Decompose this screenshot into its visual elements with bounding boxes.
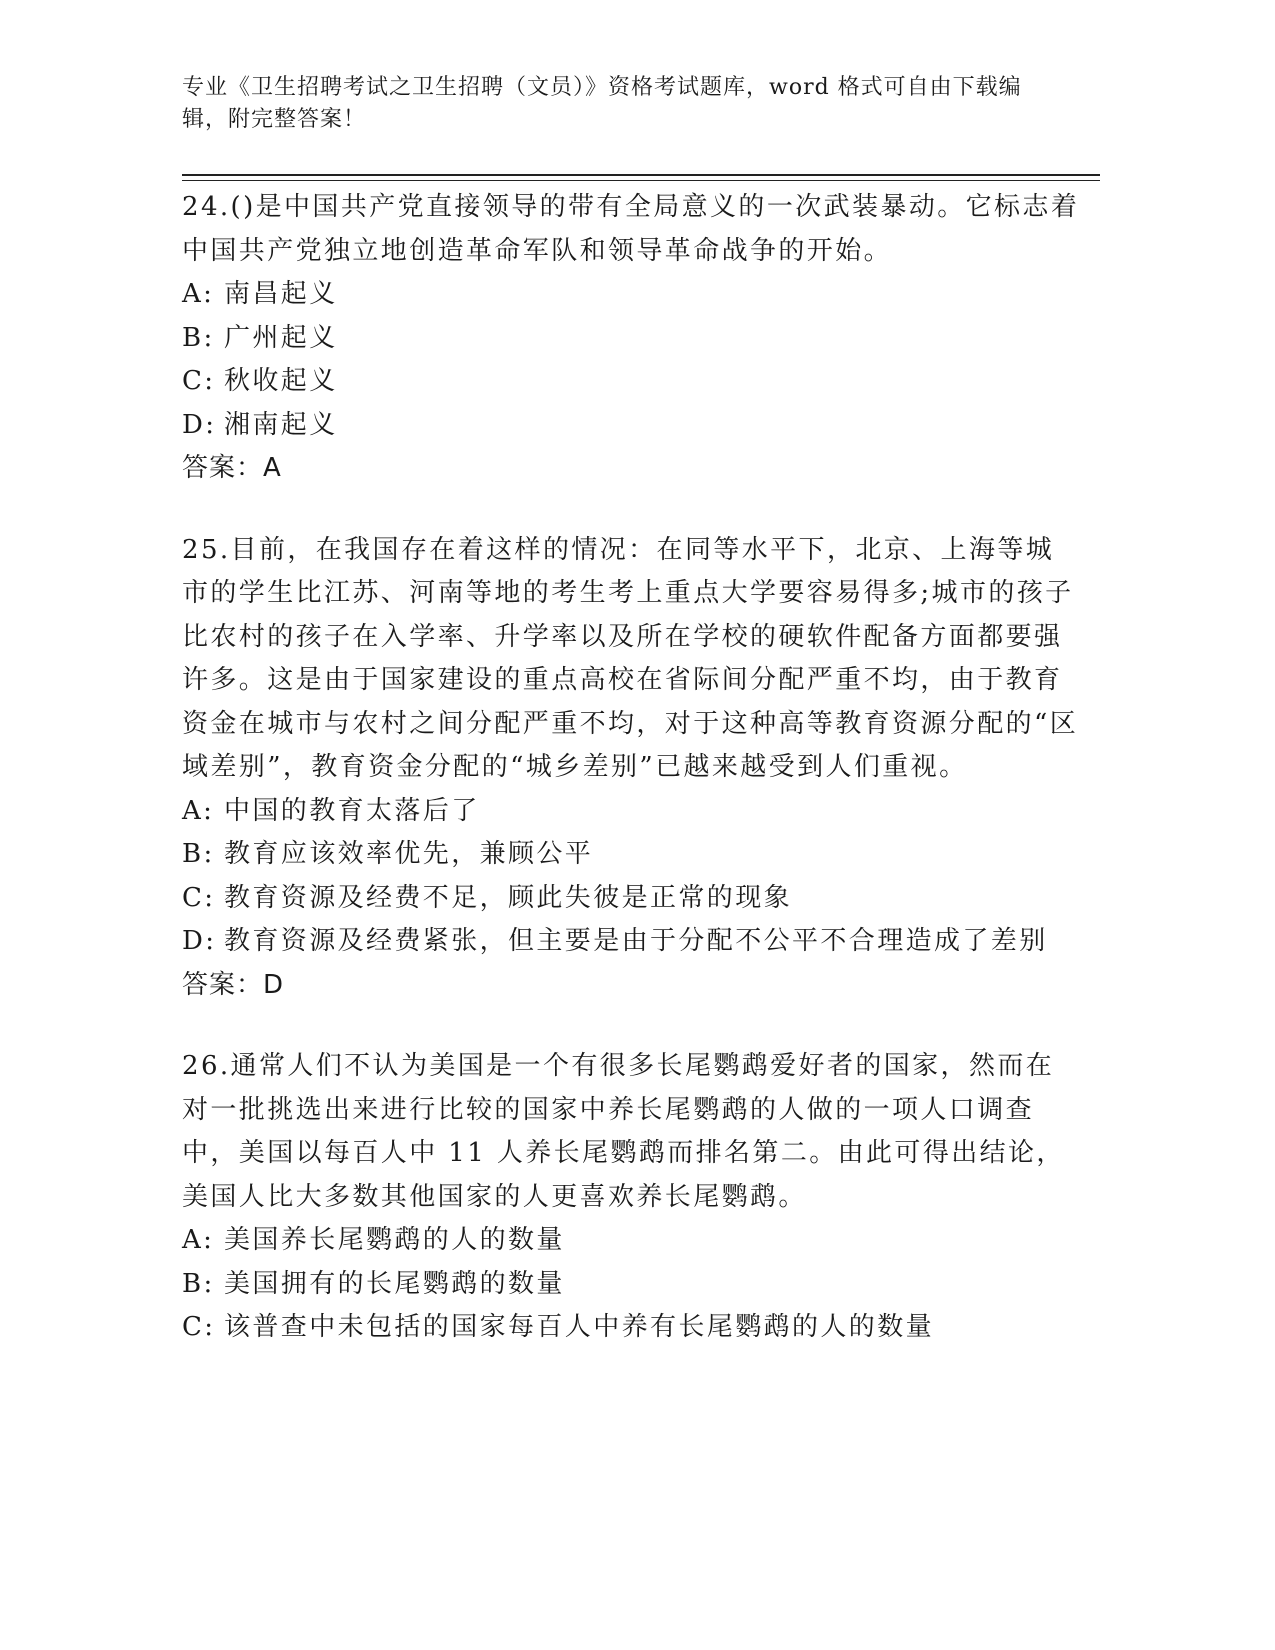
option-key: B: <box>182 839 215 869</box>
option-text: 湘南起义 <box>224 409 338 440</box>
option-b <box>182 833 1082 877</box>
option-text: 该普查中未包括的国家每百人中养有长尾鹦鹉的人的数量 <box>224 1312 935 1342</box>
option-text: 广州起义 <box>224 322 338 353</box>
option-a <box>182 273 1082 317</box>
option-key: C: <box>182 366 216 396</box>
option-key: A: <box>182 1225 215 1255</box>
option-d <box>182 920 1082 964</box>
answer-line: 答案：A <box>182 453 282 483</box>
answer-line: 答案：D <box>182 969 285 1000</box>
question-stem: 25.目前，在我国存在着这样的情况：在同等水平下，北京、上海等城市的学生比江苏、河南等地的考生考上重点大学要容易得多;城市的孩子比农村的孩子在入学率、升学率以及所在学校的硬软件配备方面都要强许多。这是由于国家建设的重点高校在省际间分配严重不均，由于教育资金在城市与农村之间分配严重不均，对于这种高等教育资源分配的“区域差别”，教育资金分配的“城乡差别”已越来越受到人们重视。 <box>182 534 1079 782</box>
question-stem: 24.()是中国共产党直接领导的带有全局意义的一次武装暴动。它标志着中国共产党独立地创造革命军队和领导革命战争的开始。 <box>182 192 1080 266</box>
option-a <box>182 790 1082 834</box>
option-a <box>182 1219 1082 1263</box>
option-key: B: <box>182 322 215 353</box>
option-text: 秋收起义 <box>224 366 338 396</box>
option-key: C: <box>182 1312 216 1342</box>
option-text: 中国的教育太落后了 <box>224 795 480 826</box>
option-text: 教育应该效率优先，兼顾公平 <box>224 839 594 869</box>
option-text: 教育资源及经费紧张，但主要是由于分配不公平不合理造成了差别 <box>224 926 1048 956</box>
question-25 <box>182 529 1082 1008</box>
option-text: 美国养长尾鹦鹉的人的数量 <box>224 1225 565 1255</box>
question-24 <box>182 186 1082 491</box>
option-c <box>182 877 1082 921</box>
option-key: A: <box>182 279 215 309</box>
option-b <box>182 1263 1082 1307</box>
option-key: D: <box>182 926 217 956</box>
option-text: 南昌起义 <box>224 279 338 309</box>
option-d <box>182 404 1082 448</box>
header-divider-thin <box>182 180 1100 181</box>
option-key: A: <box>182 795 215 826</box>
option-b <box>182 317 1082 361</box>
question-stem: 26.通常人们不认为美国是一个有很多长尾鹦鹉爱好者的国家，然而在对一批挑选出来进行比较的国家中养长尾鹦鹉的人做的一项人口调查中，美国以每百人中 11 人养长尾鹦鹉而排名第二。由此可得出结论，美国人比大多数其他国家的人更喜欢养长尾鹦鹉。 <box>182 1051 1065 1212</box>
option-text: 教育资源及经费不足，顾此失彼是正常的现象 <box>224 882 793 913</box>
question-list <box>182 186 1082 1388</box>
page-header: 专业《卫生招聘考试之卫生招聘（文员）》资格考试题库，word 格式可自由下载编辑，附完整答案！ <box>182 75 1022 132</box>
option-key: C: <box>182 882 216 913</box>
option-c <box>182 1306 1082 1350</box>
header-divider <box>182 174 1100 176</box>
option-key: D: <box>182 409 217 440</box>
option-key: B: <box>182 1268 215 1299</box>
option-text: 美国拥有的长尾鹦鹉的数量 <box>224 1268 565 1299</box>
question-26 <box>182 1045 1082 1350</box>
option-c <box>182 360 1082 404</box>
